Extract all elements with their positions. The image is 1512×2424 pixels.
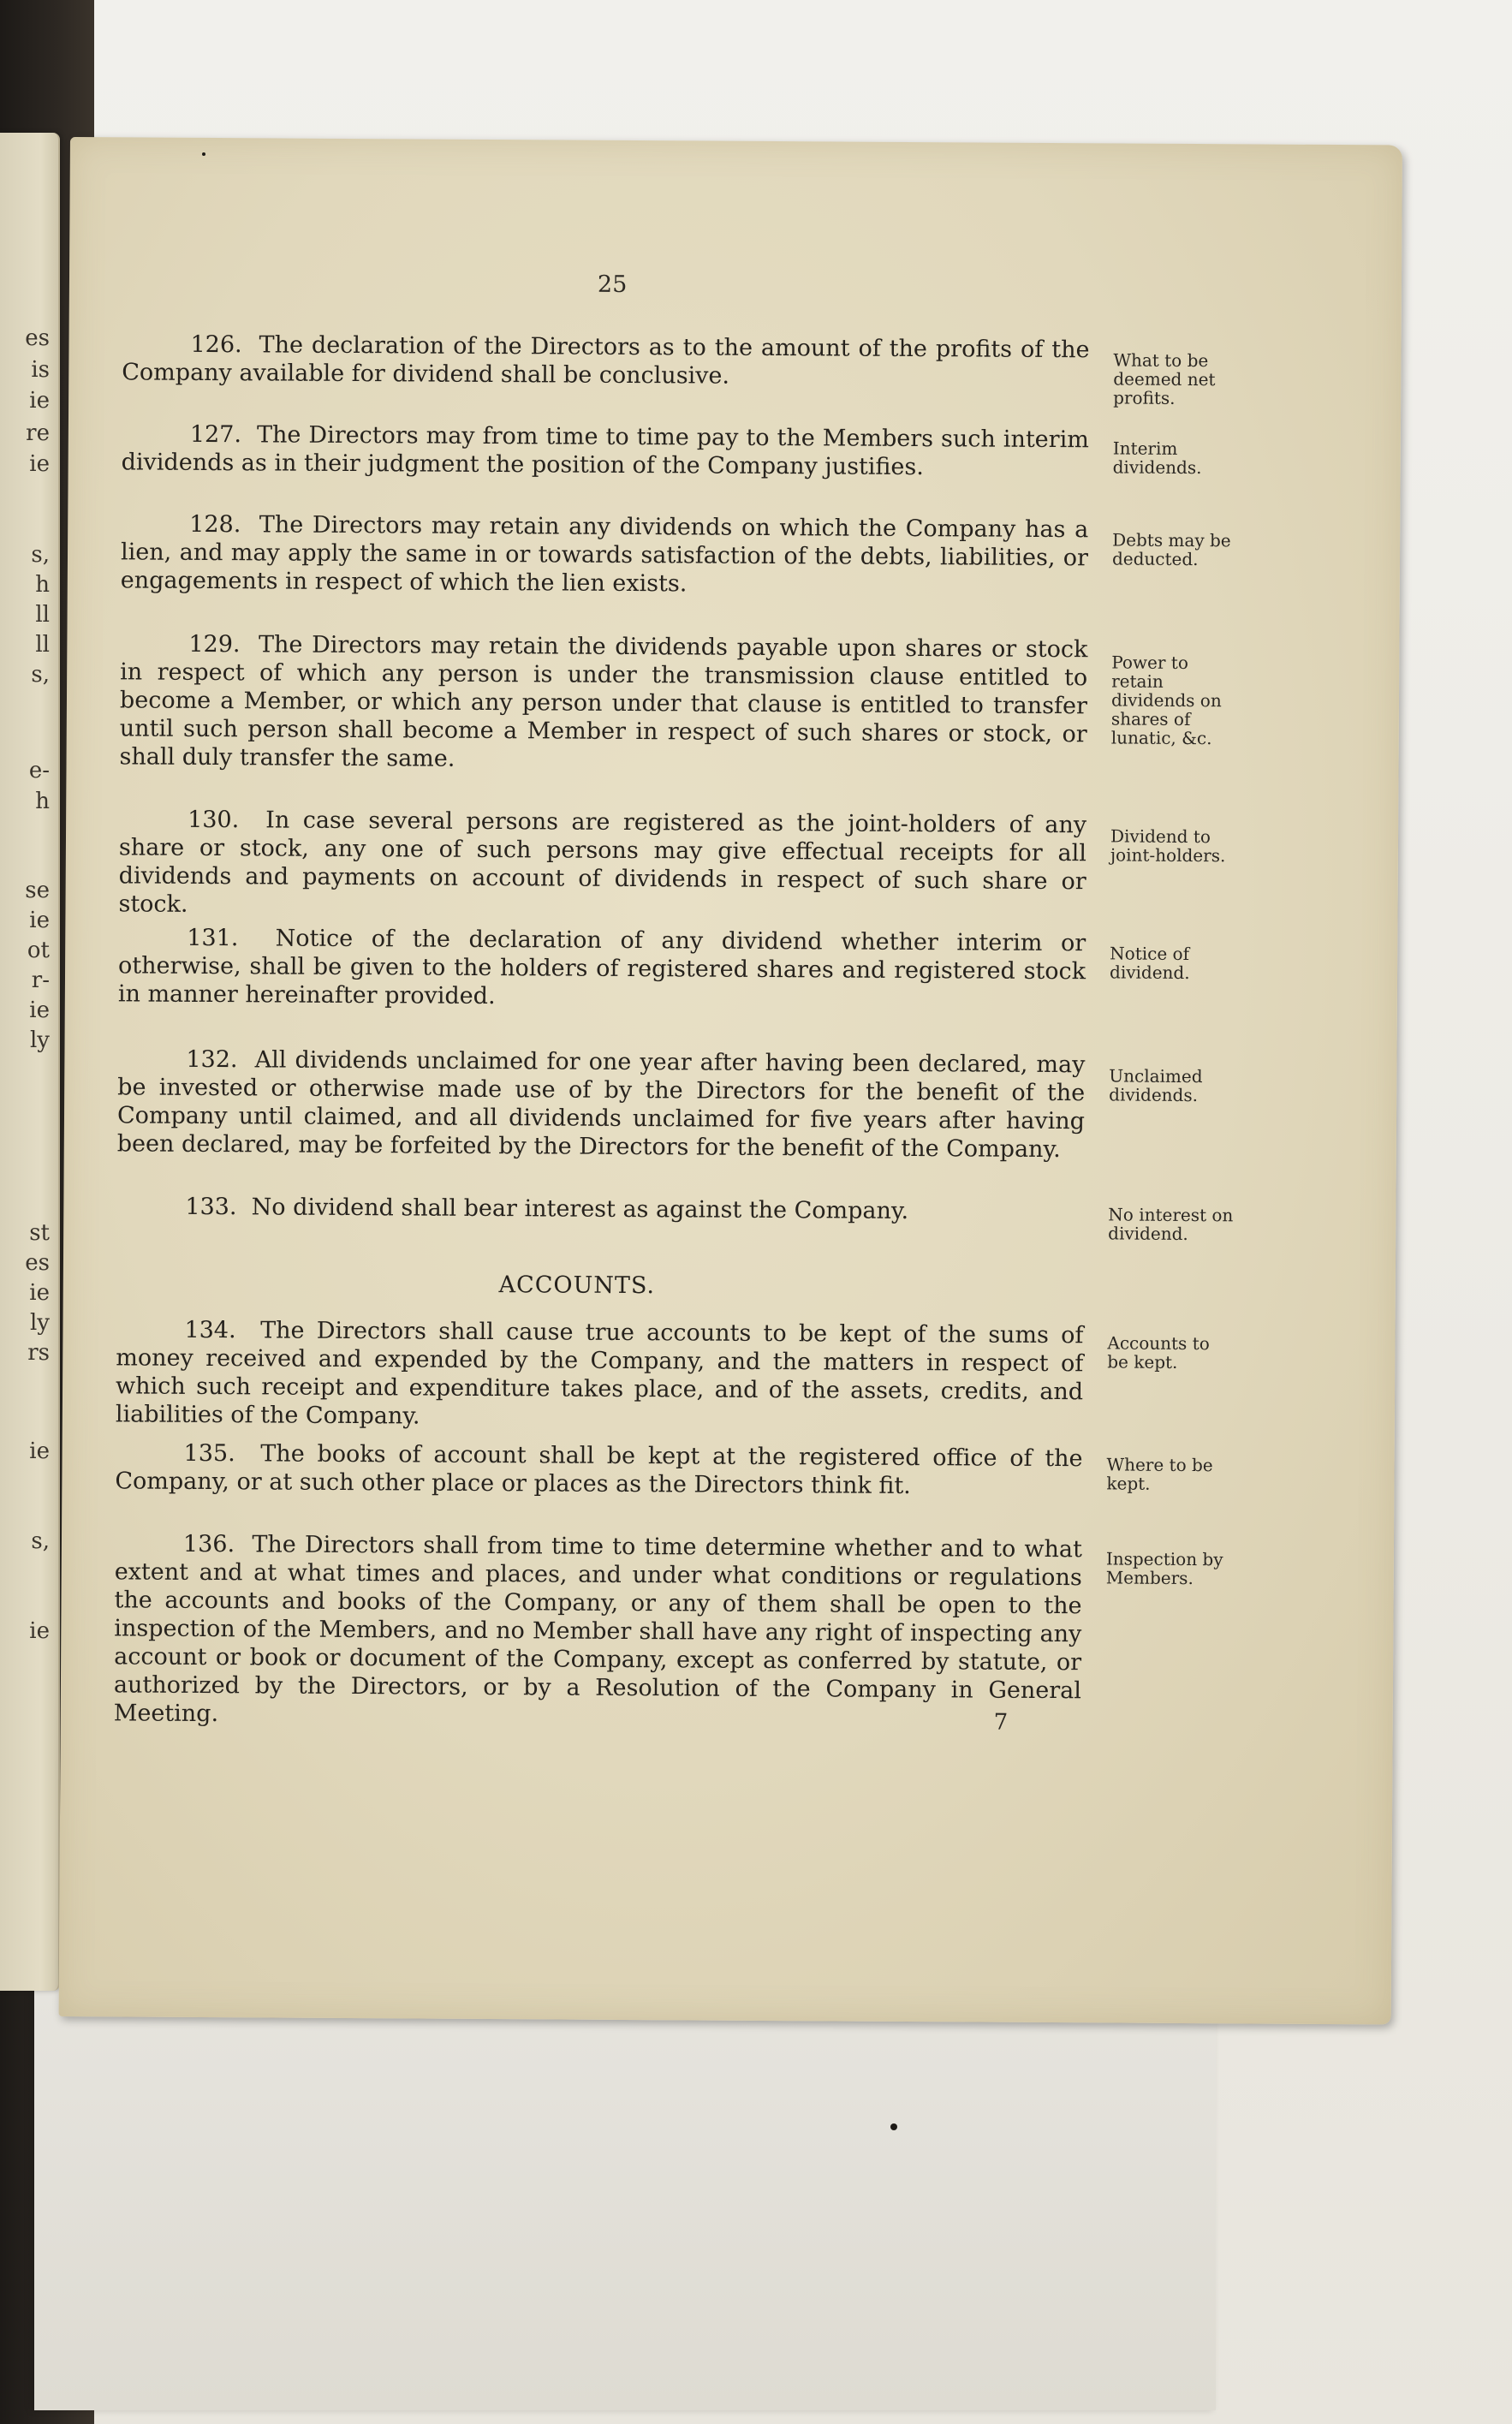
margin-note: Accounts to be kept. xyxy=(1107,1332,1210,1373)
page-number: 25 xyxy=(597,271,628,298)
article-text: All dividends unclaimed for one year after having been declared, may be invested or otherwise made use of by the Directors for the benefit of the Company until claimed, and all dividends unclaimed for five years after having been declared, may be forfeited by the Directors for the benefit of the Company. xyxy=(116,1046,1086,1164)
signature-mark: 7 xyxy=(993,1709,1009,1736)
article-paragraph xyxy=(122,330,1089,392)
article-number: 135. xyxy=(183,1439,235,1468)
facing-page-fragment: rs xyxy=(27,1340,50,1366)
margin-note: Unclaimed dividends. xyxy=(1109,1065,1203,1106)
article-paragraph xyxy=(114,1529,1082,1733)
facing-page-fragment: is xyxy=(31,357,50,383)
article-paragraph xyxy=(116,1315,1084,1434)
article-number: 136. xyxy=(182,1530,235,1558)
article-number: 130. xyxy=(188,806,240,834)
article-paragraph xyxy=(119,629,1087,777)
article-text: The Directors may from time to time pay to the Members such interim dividends as in their judgment the position of the Company justifies. xyxy=(121,421,1089,481)
article-paragraph xyxy=(115,1438,1082,1501)
facing-page-fragment: s, xyxy=(31,1528,50,1554)
facing-page-fragment: ie xyxy=(29,1438,50,1464)
margin-note: Dividend to joint-holders. xyxy=(1110,825,1226,867)
article-paragraph xyxy=(118,923,1086,1014)
document-page xyxy=(59,137,1402,2024)
margin-note: Debts may be deducted. xyxy=(1111,529,1231,570)
margin-note: Where to be kept. xyxy=(1106,1454,1213,1494)
article-number: 129. xyxy=(188,630,241,658)
article-number: 131. xyxy=(187,924,239,952)
facing-page-fragment: s, xyxy=(31,542,50,568)
article-number: 132. xyxy=(186,1045,238,1074)
margin-note: Interim dividends. xyxy=(1112,438,1202,479)
article-number: 133. xyxy=(185,1193,237,1221)
facing-page-fragment: ie xyxy=(29,1618,50,1644)
facing-page-fragment: ie xyxy=(29,388,50,414)
article-paragraph xyxy=(116,1192,1084,1226)
facing-page-edge xyxy=(0,133,60,1991)
article-paragraph xyxy=(118,805,1086,924)
article-text: The Directors shall cause true accounts to be kept of the sums of money received and expended by the Company, and the matters in respect of which such receipt and expenditure takes place, and of the assets, credits, and liabilities of the Company. xyxy=(115,1317,1084,1430)
margin-note: Notice of dividend. xyxy=(1109,943,1190,984)
margin-note: What to be deemed net profits. xyxy=(1113,349,1216,408)
article-text: The Directors may retain the dividends payable upon shares or stock in respect of which any person is under the transmission clause entitled to become a Member, or which any person under that clause is entitled to transfer until such person shall become a Member in respect of such shares or stock, or shall duly transfer the same. xyxy=(119,631,1088,772)
facing-page-fragment: e- xyxy=(28,758,50,783)
article-text: Notice of the declaration of any dividend whether interim or otherwise, shall be given to the holders of registered shares and registered stock in manner hereinafter provided. xyxy=(117,925,1086,1010)
facing-page-fragment: ll xyxy=(35,602,50,628)
facing-page-fragment: st xyxy=(29,1220,50,1246)
facing-page-fragment: ly xyxy=(29,1310,50,1336)
article-paragraph xyxy=(122,420,1089,482)
facing-page-fragment: s, xyxy=(31,662,50,688)
facing-page-fragment: ie xyxy=(29,451,50,477)
facing-page-fragment: h xyxy=(35,789,50,814)
margin-note: Power to retain dividends on shares of lunatic, &c. xyxy=(1110,652,1222,749)
ink-speck xyxy=(890,2123,897,2130)
facing-page-fragment: r- xyxy=(31,968,50,993)
article-text: The declaration of the Directors as to the amount of the profits of the Company available for dividend shall be conclusive. xyxy=(122,331,1090,390)
article-number: 134. xyxy=(184,1316,236,1344)
article-number: 128. xyxy=(189,510,241,539)
article-text: The Directors may retain any dividends on which the Company has a lien, and may apply the same in or towards satisfaction of the debts, liabilities, or engagements in respect of which the lien exists. xyxy=(120,511,1089,598)
facing-page-fragment: es xyxy=(25,1250,50,1276)
facing-page-fragment: ot xyxy=(27,938,50,963)
article-text: In case several persons are registered as the joint-holders of any share or stock, any one of such persons may give effectual receipts for all dividends and payments on account of dividends in respect of such share or stock. xyxy=(118,807,1087,918)
article-number: 126. xyxy=(190,331,242,359)
underlying-sheet xyxy=(34,1982,1216,2410)
article-paragraph xyxy=(121,509,1089,600)
facing-page-fragment: es xyxy=(25,325,50,351)
article-text: The Directors shall from time to time determine whether and to what extent and at what times and places, and under what conditions or regulations the accounts and books of the Company, or any of them shall be open to the inspection of the Members, and no Member shall have any right of inspecting any account or book or document of the Company, except as conferred by statute, or authorized by the Directors, or by a Resolution of the Company in General Meeting. xyxy=(113,1531,1083,1728)
facing-page-fragment: ll xyxy=(35,632,50,658)
article-text: The books of account shall be kept at the registered office of the Company, or at such other place or places as the Directors think fit. xyxy=(115,1440,1083,1500)
article-number: 127. xyxy=(189,420,242,449)
facing-page-fragment: h xyxy=(35,572,50,598)
facing-page-fragment: ie xyxy=(29,998,50,1023)
facing-page-fragment: ie xyxy=(29,908,50,933)
article-paragraph xyxy=(117,1045,1086,1164)
facing-page-fragment: ly xyxy=(29,1027,50,1053)
article-text: No dividend shall bear interest as against the Company. xyxy=(251,1194,909,1225)
margin-note: Inspection by Members. xyxy=(1105,1548,1223,1589)
ink-speck xyxy=(202,152,205,156)
section-heading: ACCOUNTS. xyxy=(498,1272,656,1300)
facing-page-fragment: se xyxy=(25,878,50,903)
facing-page-fragment: ie xyxy=(29,1280,50,1306)
facing-page-fragment: re xyxy=(26,420,50,446)
margin-note: No interest on dividend. xyxy=(1108,1204,1234,1245)
